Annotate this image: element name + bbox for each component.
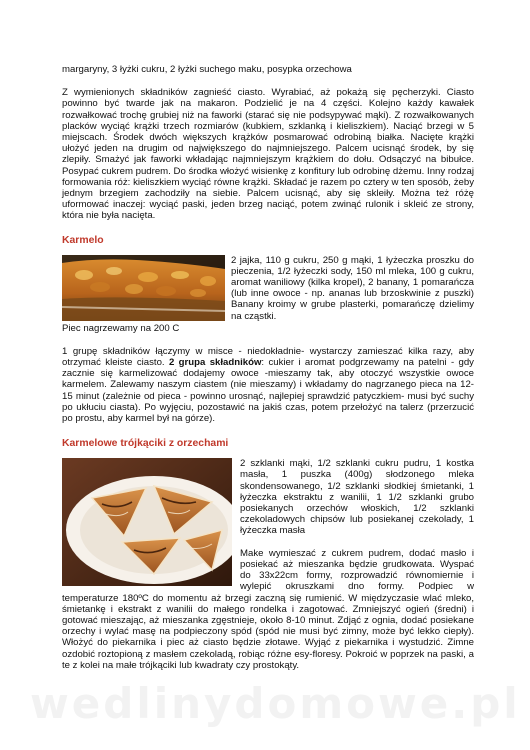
recipe-title-karmelo: Karmelo <box>62 234 104 246</box>
trojkaciki-ingredients: 2 szklanki mąki, 1/2 szklanki cukru pudru, 1 kostka masła, 1 puszka (400g) słodzonego mleka skondensowanego, 1/2 szklanki słodkiej śmietanki, 1 łyżeczka ekstraktu z wanilii, 1 1/2 szklanki grubo posiekanych orzechów włoskich, 1/2 szklanki czekoladowych chipsów lub posiekanej czekolady, 1 łyżeczka masła <box>240 458 474 537</box>
karmelo-method-part2: : cukier i aromat podgrzewamy na patelni - gdy zacznie się karmelizować dodajemy owoce -mieszamy tak, aby otoczyć wszystkie owoce karmelem. Zalewamy naszym ciastem (nie mieszamy) i wkładamy do nagrzanego pieca na 12- 15 minut (zależnie od pieca - powinno urosnąć, najlepiej sprawdzić patyczkiem- musi być suchy po ukłuciu ciasta). Po wyjęciu, pozostawić na jakiś czas, potem przełożyć na talerz (przerzucić po prostu, aby karmel był na górze). <box>62 357 474 425</box>
karmelo-ingredients: 2 jajka, 110 g cukru, 250 g mąki, 1 łyżeczka proszku do pieczenia, 1/2 łyżeczki sody, 150 ml mleka, 100 g cukru, aromat waniliowy (kilka kropel), 2 banany, 1 pomarańcza (lub inne owoce - np. ananas lub brzoskwinie z puszki) Banany kroimy w grube plasterki, pomarańczę dzielimy na cząstki. <box>231 254 474 322</box>
karmelo-cake-photo <box>62 255 225 321</box>
ingredients-continuation: margaryny, 3 łyżki cukru, 2 łyżki suchego maku, posypka orzechowa <box>62 64 352 75</box>
trojkaciki-block <box>62 458 474 671</box>
trojkaciki-method: Make wymieszać z cukrem pudrem, dodać masło i posiekać aż mieszanka będzie grudkowata. Wyspać do 33x22cm formy, rozprowadzić równomiernie i wylepić okruszkami dno formy. Podpiec w temperaturze 180ºC do momentu aż brzegi zaczną się rumienić. W międzyczasie wlać mleko, śmietankę i ekstrakt z wanilii do małego rondelka i zagotować. Zmniejszyć ogień (średni) i gotować mieszając, aż mieszanka zgęstnieje, około 8-10 minut. Zdjąć z ognia, dodać posiekane orzechy i wylać masę na podpieczony spód (spód nie musi być zimny, może być lekko ciepły). Włożyć do piekarnika i piec aż ciasto będzie złotawe. Wyjąć z piekarnika i wystudzić. Zimne ozdobić roztopioną z masłem czekoladą, robiąc różne esy-floresy. Pokroić w poprzek na paski, a te z kolei na małe trójkąciki lub kwadraty czy prostokąty. <box>62 547 474 671</box>
karmelo-method-bold: 2 grupa składników <box>168 357 262 369</box>
karmelo-method <box>62 346 474 424</box>
karmelo-oven: Piec nagrzewamy na 200 C <box>62 322 180 334</box>
karmelo-block <box>62 255 474 323</box>
roses-instructions: Z wymienionych składników zagnieść ciasto. Wyrabiać, aż pokażą się pęcherzyki. Ciasto powinno być twarde jak na makaron. Podzielić je na 4 części. Kolejno każdy kawałek rozwałkować trochę grubiej niż na faworki (starać się nie podsypywać mąki). Z rozwałkowanych placków wyciąć krążki trzech rozmiarów (kubkiem, szklanką i kieliszkiem). Naciąć brzegi w 5 miejscach. Środek dwóch większych krążków posmarować odrobiną białka. Nacięte krążki ułożyć jeden na drugim od największego do najmniejszego. Palcem ucisnąć środek, by się zlepiły. Smażyć jak faworki wkładając najmniejszym krążkiem do dołu. Odsączyć na bibułce. Posypać cukrem pudrem. Do środka włożyć wisienkę z konfitury lub odrobinę dżemu. Inny rodzaj formowania róż: kieliszkiem wyciąć równe krążki. Składać je razem po cztery w ten sposób, żeby jednym brzegiem zachodziły na siebie. Palcem ucisnąć, aby się skleiły. Można też różę uformować inaczej: wyciąć paski, jeden brzeg naciąć, potem zwinąć rulonik i skleić ze strony, która nie była nacięta. <box>62 87 474 222</box>
recipe-title-trojkaciki: Karmelowe trójkąciki z orzechami <box>62 438 229 450</box>
trojkaciki-photo <box>62 458 232 586</box>
document-page <box>62 64 474 671</box>
karmelo-method-part1: 1 grupę składników łączymy w misce - niedokładnie- wystarczy zamieszać kilka razy, aby otrzymać kleiste ciasto. <box>62 345 474 369</box>
watermark: wedlinydomowe.pl <box>30 679 521 728</box>
